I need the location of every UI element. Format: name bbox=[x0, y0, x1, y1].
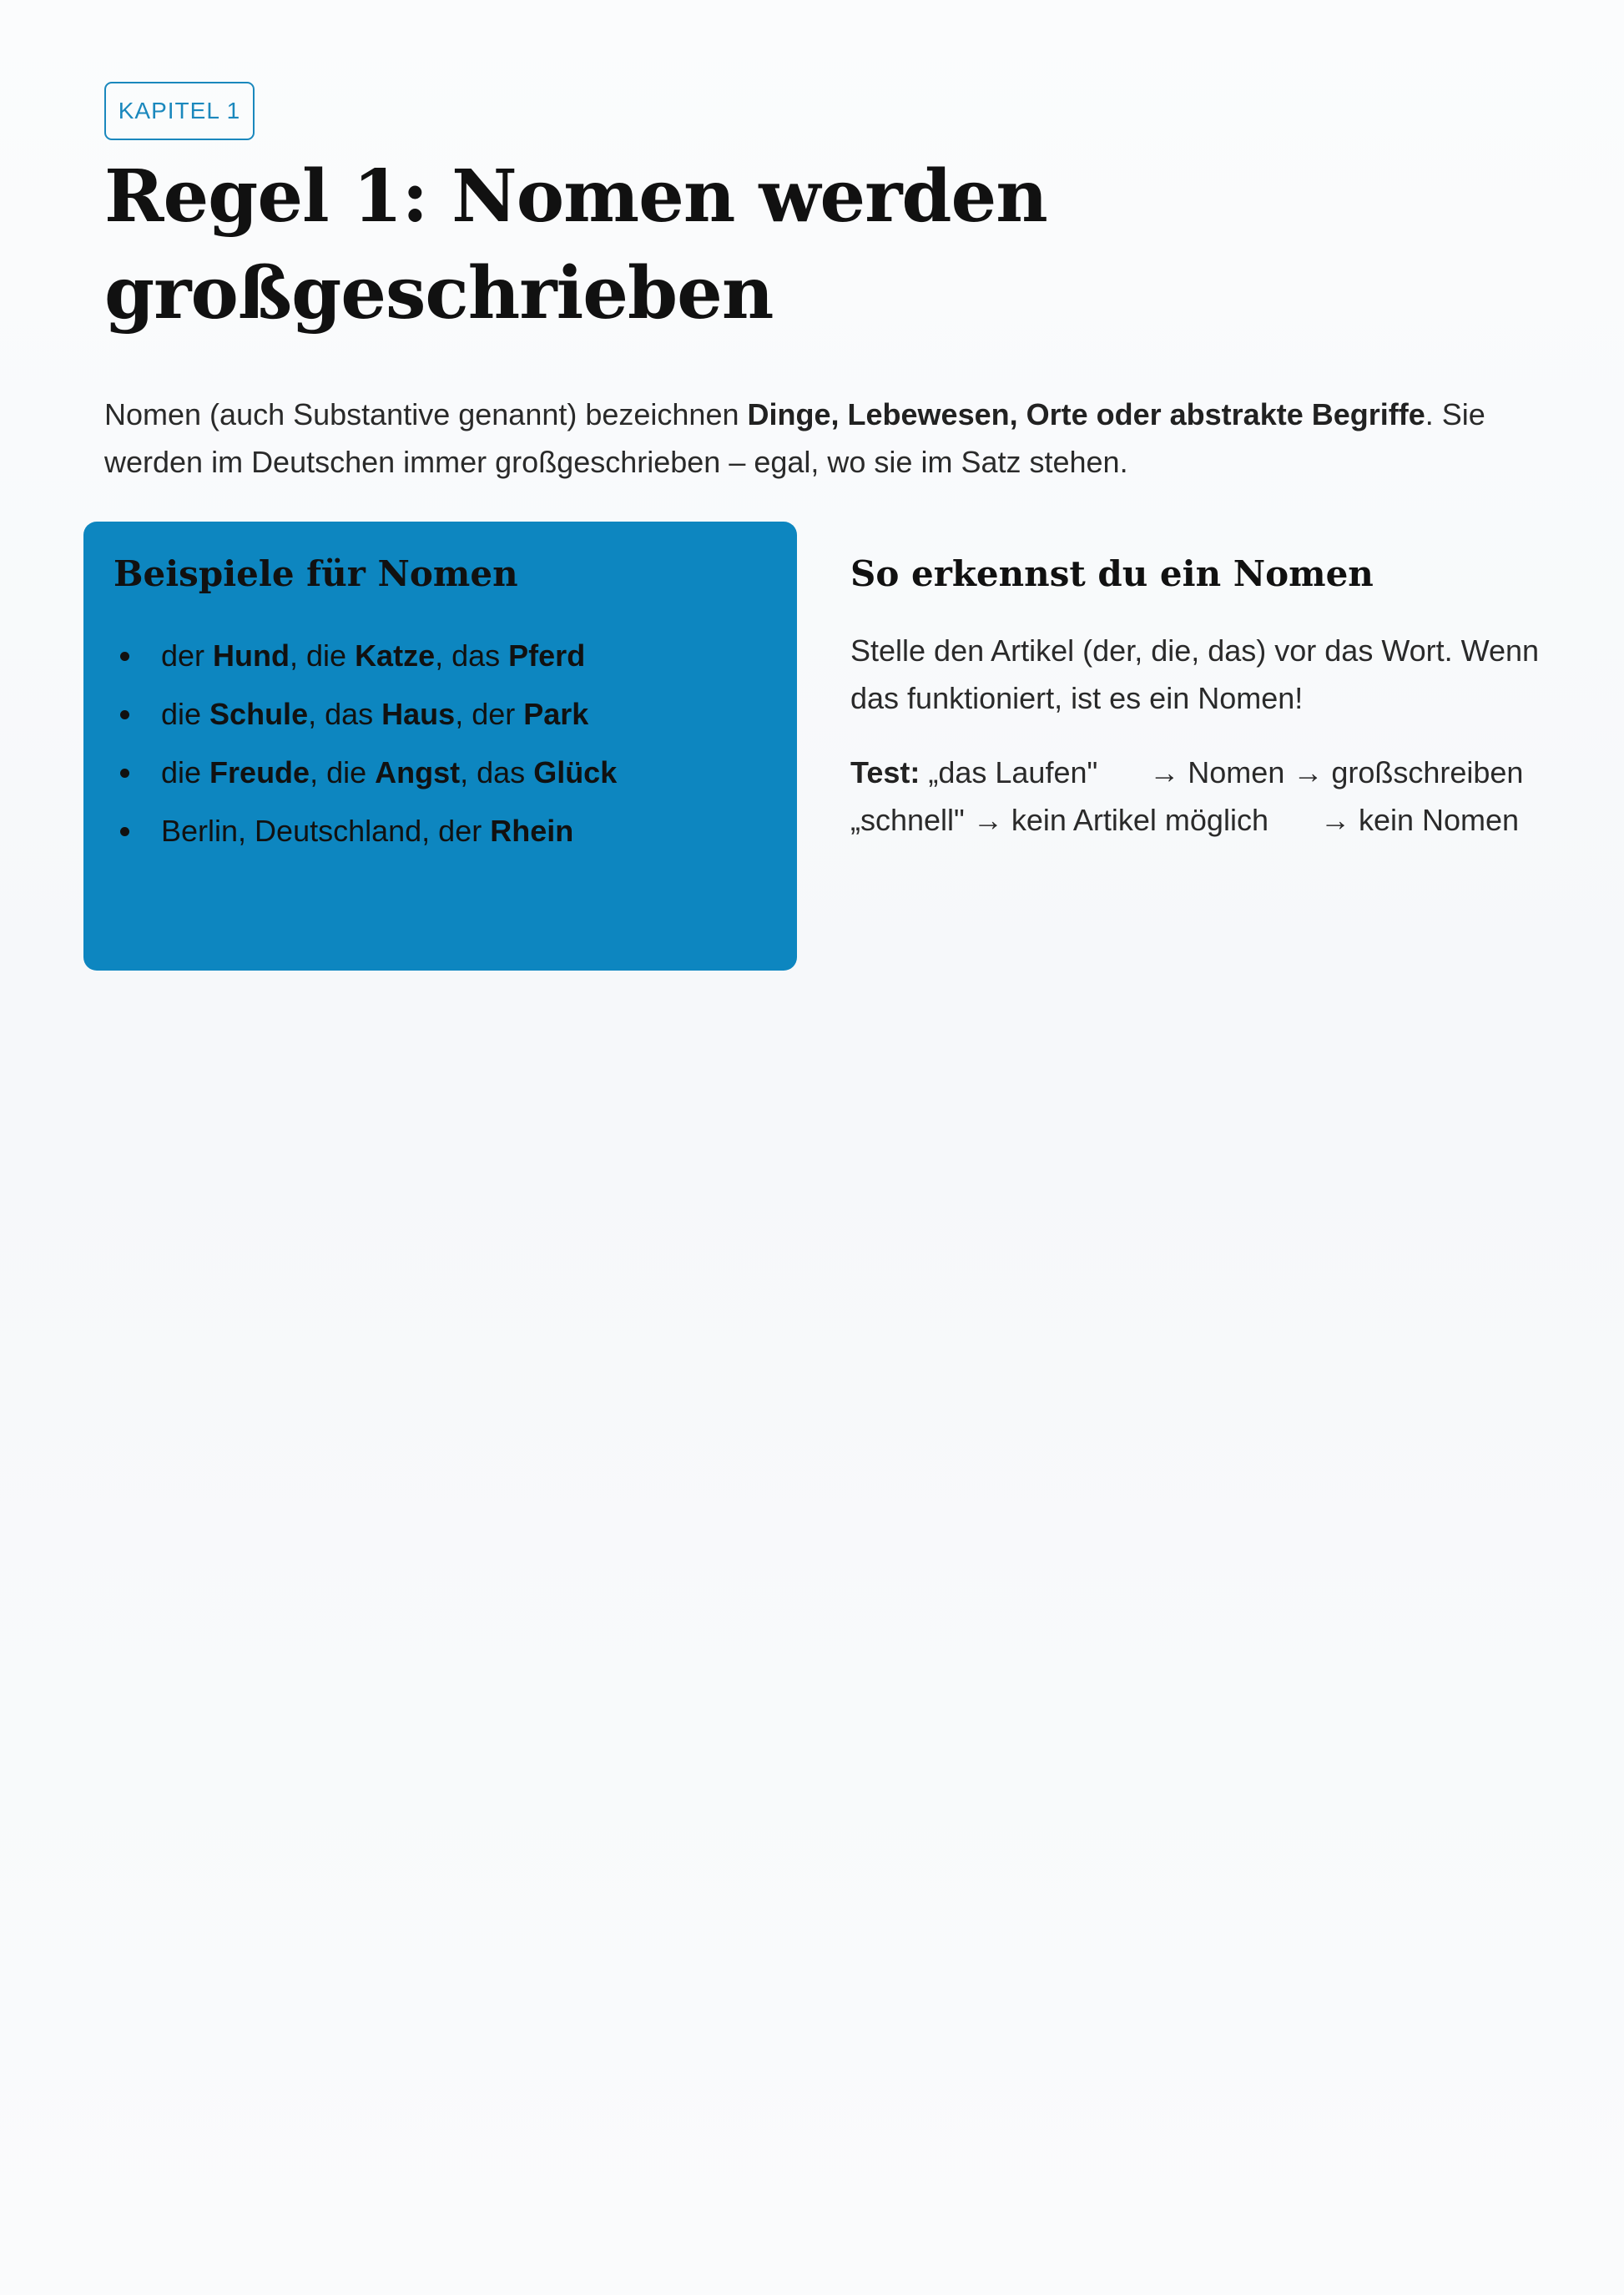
test-line-2-word: „schnell" → kein Artikel möglich bbox=[850, 803, 1268, 837]
test-line-2-result: → kein Nomen bbox=[1319, 803, 1520, 837]
example-article: , das bbox=[460, 755, 534, 789]
example-noun: Hund bbox=[213, 638, 290, 673]
how-to-recognize-section bbox=[850, 552, 1543, 844]
bullet-icon bbox=[120, 769, 129, 778]
examples-title: Beispiele für Nomen bbox=[113, 553, 518, 594]
example-article: , die bbox=[290, 638, 356, 673]
example-noun: Park bbox=[523, 697, 589, 731]
intro-bold-text: Dinge, Lebewesen, Orte oder abstrakte Begriffe bbox=[747, 397, 1425, 431]
page-title-line-2: großgeschrieben bbox=[104, 251, 774, 335]
how-to-recognize-title: So erkennst du ein Nomen bbox=[850, 553, 1374, 594]
page-title-line-1: Regel 1: Nomen werden bbox=[104, 154, 1047, 239]
example-article: , das bbox=[435, 638, 509, 673]
test-line-1-result: → Nomen → großschreiben bbox=[1149, 755, 1524, 789]
example-noun: Angst bbox=[375, 755, 461, 789]
example-article: , der bbox=[455, 697, 524, 731]
intro-paragraph bbox=[104, 391, 1540, 486]
test-line-1-word: „das Laufen" bbox=[928, 755, 1098, 789]
intro-text-start: Nomen (auch Substantive genannt) bezeichnen bbox=[104, 397, 748, 431]
example-noun: Freude bbox=[209, 755, 310, 789]
example-article: die bbox=[161, 697, 210, 731]
example-noun: Haus bbox=[381, 697, 456, 731]
example-noun: Schule bbox=[209, 697, 309, 731]
examples-list bbox=[113, 627, 767, 860]
example-noun: Pferd bbox=[508, 638, 586, 673]
example-list-item bbox=[113, 627, 767, 685]
example-article: Berlin, Deutschland, der bbox=[161, 814, 491, 848]
example-article: die bbox=[161, 755, 210, 789]
bullet-icon bbox=[120, 652, 129, 661]
example-list-item bbox=[113, 802, 767, 860]
example-article: , das bbox=[308, 697, 382, 731]
test-example bbox=[850, 749, 1543, 844]
how-to-recognize-text: Stelle den Artikel (der, die, das) vor das Wort. Wenn das funktioniert, ist es ein Nomen! bbox=[850, 633, 1540, 715]
intro-text-end: . Sie werden im Deutschen immer großgeschrieben – egal, wo sie im Satz stehen. bbox=[104, 397, 1485, 479]
example-article: der bbox=[161, 638, 214, 673]
example-noun: Katze bbox=[355, 638, 436, 673]
example-list-item bbox=[113, 744, 767, 802]
example-list-item bbox=[113, 685, 767, 744]
chapter-badge: KAPITEL 1 bbox=[104, 82, 255, 140]
example-noun: Glück bbox=[533, 755, 618, 789]
example-noun: Rhein bbox=[490, 814, 574, 848]
page-title bbox=[104, 149, 1440, 342]
example-article: , die bbox=[310, 755, 376, 789]
bullet-icon bbox=[120, 710, 129, 719]
examples-box bbox=[83, 522, 797, 971]
test-label: Test: bbox=[850, 755, 920, 789]
bullet-icon bbox=[120, 827, 129, 836]
